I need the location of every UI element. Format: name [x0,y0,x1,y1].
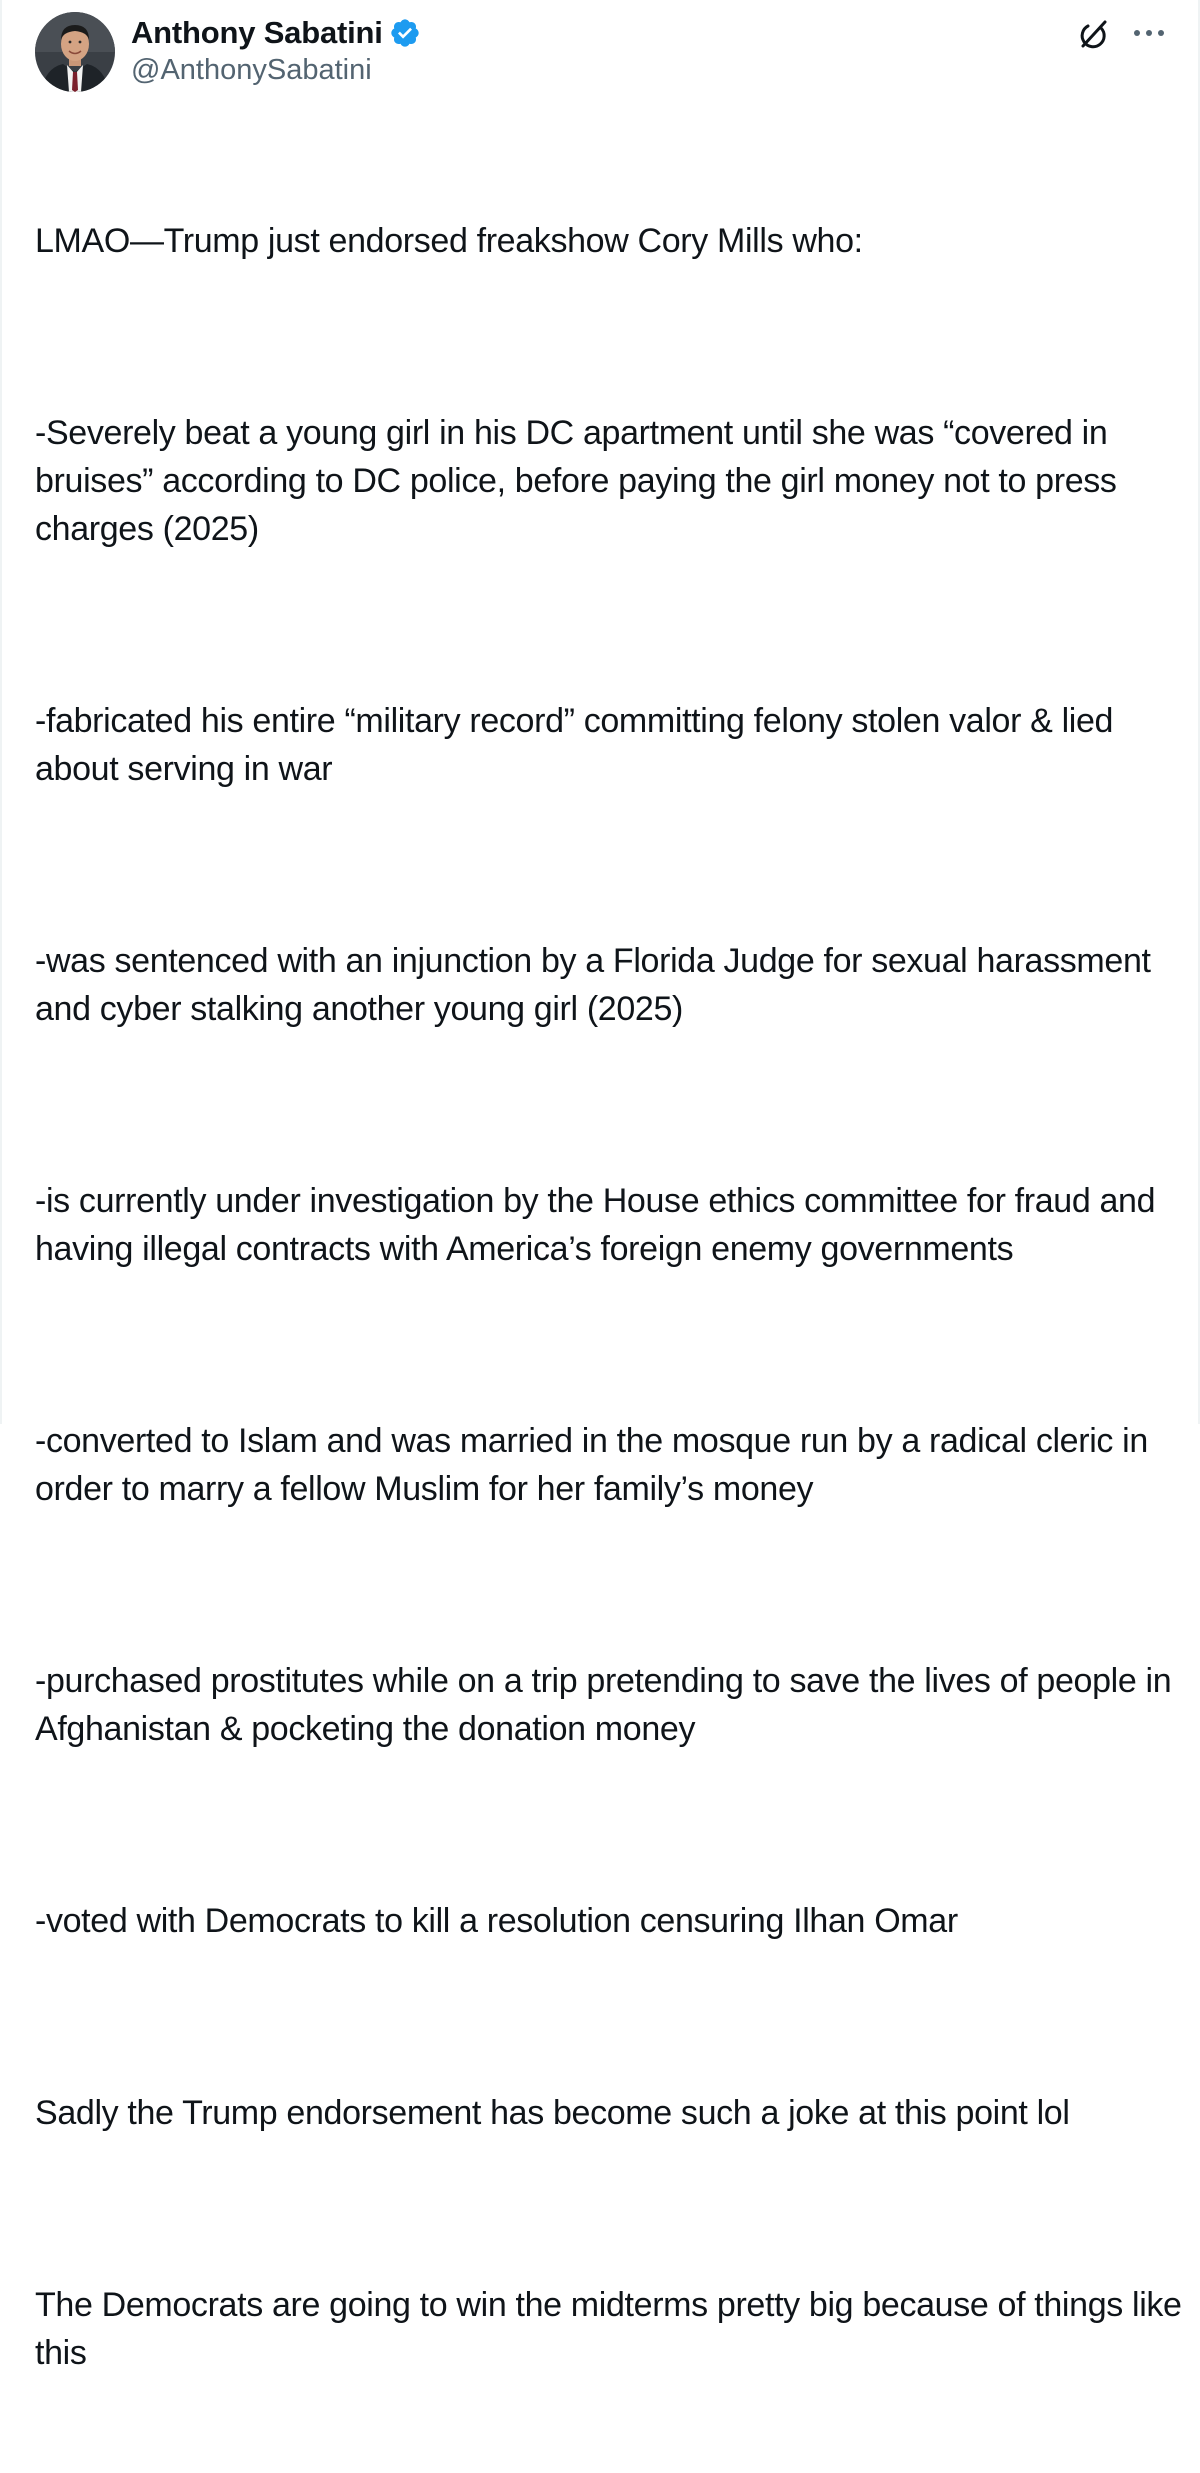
author-display-name[interactable]: Anthony Sabatini [131,15,383,50]
more-options-icon[interactable] [1130,18,1168,48]
left-border [0,0,2,1424]
tweet-paragraph: LMAO—Trump just endorsed freakshow Cory Mills who: [35,222,863,260]
profile-photo [35,12,115,92]
tweet-paragraph: -is currently under investigation by the House ethics committee for fraud and having illegal contracts with America’s foreign enemy governments [35,1182,1165,1268]
tweet-paragraph: The Democrats are going to win the midterms pretty big because of things like this [35,2286,1191,2372]
tweet-paragraph: -converted to Islam and was married in the mosque run by a radical cleric in order to marry a fellow Muslim for her family’s money [35,1422,1158,1508]
tweet-text [35,121,1191,2473]
grok-icon[interactable] [1074,16,1112,54]
tweet-paragraph: -voted with Democrats to kill a resolution censuring Ilhan Omar [35,1902,958,1940]
tweet-paragraph: -was sentenced with an injunction by a Florida Judge for sexual harassment and cyber stalking another young girl (2025) [35,942,1160,1028]
author-name-row [131,14,421,52]
verified-badge-icon[interactable] [389,17,421,49]
tweet-paragraph: Sadly the Trump endorsement has become such a joke at this point lol [35,2094,1070,2132]
tweet-paragraph: -Severely beat a young girl in his DC apartment until she was “covered in bruises” according to DC police, before paying the girl money not to press charges (2025) [35,414,1126,548]
tweet-paragraph: -purchased prostitutes while on a trip pretending to save the lives of people in Afghanistan & pocketing the donation money [35,1662,1179,1748]
author-avatar[interactable] [35,12,115,92]
tweet-paragraph: -fabricated his entire “military record” committing felony stolen valor & lied about serving in war [35,702,1123,788]
author-handle[interactable]: @AnthonySabatini [131,54,372,86]
